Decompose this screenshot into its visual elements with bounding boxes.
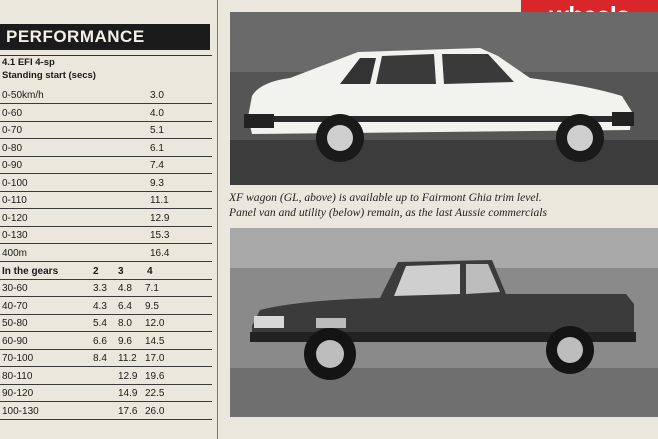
gear-4-value: 14.5 (145, 335, 165, 347)
row-label: 0-90 (2, 160, 23, 171)
caption-line-2: Panel van and utility (below) remain, as the last Aussie commercials (229, 206, 548, 219)
gear-col-2: 2 (93, 266, 99, 277)
row-label: 0-130 (2, 230, 28, 241)
row-label: 0-100 (2, 177, 28, 189)
row-label: 40-70 (2, 300, 28, 312)
wagon-photo (230, 12, 658, 185)
divider (0, 55, 212, 56)
standing-row (0, 245, 212, 262)
photo-caption (229, 190, 658, 220)
gear-4-value: 12.0 (145, 318, 165, 329)
gear-col-4: 4 (147, 266, 153, 277)
gear-3-value: 4.8 (118, 283, 132, 294)
caption-line-1: XF wagon (GL, above) is available up to Fairmont Ghia trim level. (229, 191, 542, 204)
column-divider (217, 0, 218, 439)
performance-table (0, 0, 212, 439)
row-value: 11.1 (150, 195, 169, 206)
standing-row (0, 227, 212, 244)
row-value: 4.0 (150, 107, 164, 119)
standing-row (0, 122, 212, 139)
gear-row (0, 350, 212, 367)
utility-photo (230, 228, 658, 417)
standing-row (0, 157, 212, 174)
row-value: 16.4 (150, 247, 170, 259)
gears-header-row (0, 263, 212, 280)
row-value: 7.4 (150, 160, 164, 171)
gear-row (0, 315, 212, 332)
gear-2-value: 4.3 (93, 300, 107, 312)
row-label: 400m (2, 247, 28, 259)
row-value: 5.1 (150, 125, 164, 136)
gear-2-value: 5.4 (93, 318, 107, 329)
gear-3-value: 6.4 (118, 300, 132, 312)
row-label: 60-90 (2, 335, 28, 347)
standing-row (0, 87, 212, 104)
gear-3-value: 11.2 (118, 353, 137, 364)
row-label: 80-110 (2, 370, 33, 382)
gear-row (0, 333, 212, 350)
gear-3-value: 14.9 (118, 388, 138, 399)
standing-row (0, 175, 212, 192)
gear-3-value: 9.6 (118, 335, 132, 347)
standing-row (0, 105, 212, 122)
gear-4-value: 17.0 (145, 353, 165, 364)
standing-row (0, 192, 212, 209)
row-value: 6.1 (150, 142, 164, 154)
row-label: 0-80 (2, 142, 23, 154)
row-label: 0-60 (2, 107, 23, 119)
gear-row (0, 368, 212, 385)
row-value: 9.3 (150, 177, 164, 189)
gear-4-value: 9.5 (145, 300, 159, 312)
gear-4-value: 26.0 (145, 405, 165, 417)
standing-row (0, 140, 212, 157)
gear-row (0, 385, 212, 402)
gear-3-value: 17.6 (118, 405, 138, 417)
gear-4-value: 22.5 (145, 388, 165, 399)
gear-2-value: 8.4 (93, 353, 107, 364)
row-value: 3.0 (150, 90, 164, 101)
gear-row (0, 280, 212, 297)
gear-row (0, 403, 212, 420)
row-label: 30-60 (2, 283, 28, 294)
row-value: 15.3 (150, 230, 170, 241)
row-value: 12.9 (150, 212, 170, 224)
gear-3-value: 12.9 (118, 370, 138, 382)
row-label: 70-100 (2, 353, 34, 364)
gear-3-value: 8.0 (118, 318, 132, 329)
table-heading: PERFORMANCE (0, 24, 210, 50)
row-label: 0-120 (2, 212, 28, 224)
gear-2-value: 6.6 (93, 335, 107, 347)
row-label: 50-80 (2, 318, 28, 329)
standing-start-heading: Standing start (secs) (2, 70, 96, 81)
gear-4-value: 19.6 (145, 370, 165, 382)
gears-heading: In the gears (2, 266, 59, 277)
engine-label: 4.1 EFI 4-sp (2, 57, 55, 68)
row-label: 0-50km/h (2, 90, 44, 101)
row-label: 0-70 (2, 125, 23, 136)
gear-2-value: 3.3 (93, 283, 107, 294)
row-label: 90-120 (2, 388, 34, 399)
standing-row (0, 210, 212, 227)
gear-row (0, 298, 212, 315)
gear-4-value: 7.1 (145, 283, 159, 294)
row-label: 100-130 (2, 405, 39, 417)
row-label: 0-110 (2, 195, 27, 206)
gear-col-3: 3 (118, 266, 124, 277)
